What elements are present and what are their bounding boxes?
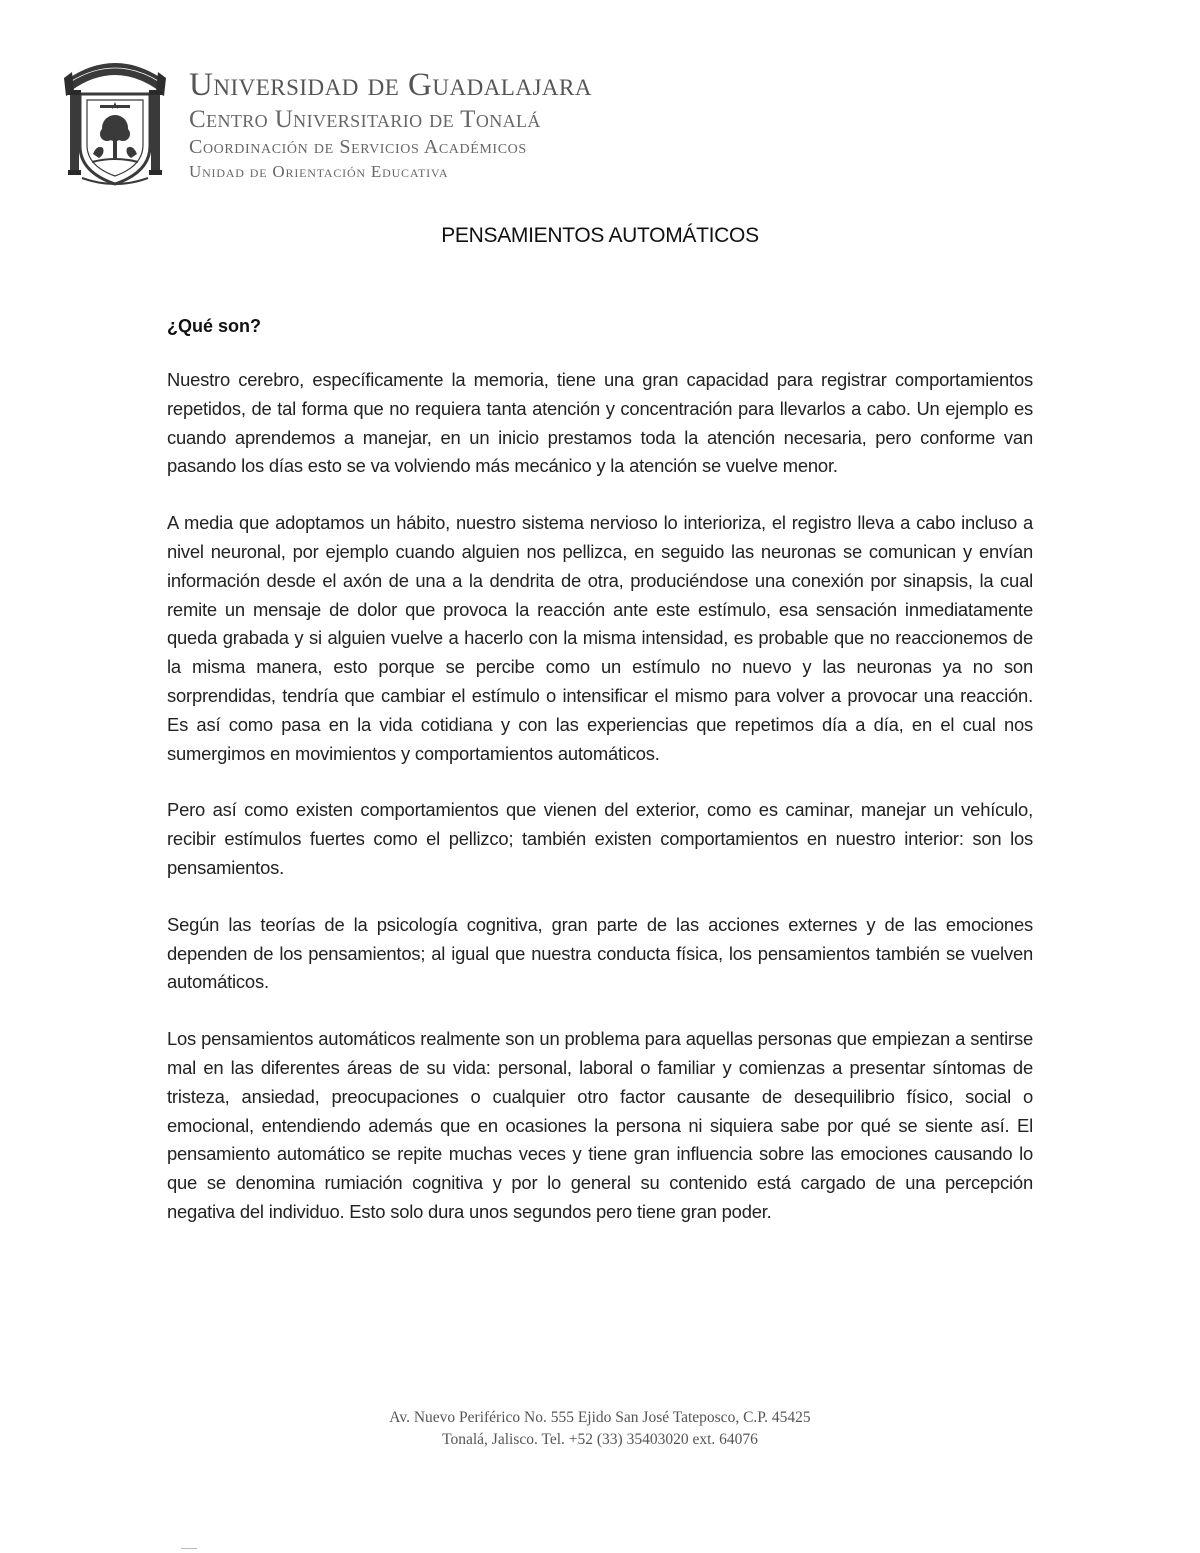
university-seal-icon: [62, 50, 168, 188]
document-title: PENSAMIENTOS AUTOMÁTICOS: [441, 224, 759, 247]
paragraph: Nuestro cerebro, específicamente la memoria, tiene una gran capacidad para registrar comportamientos repetidos, de tal forma que no requiera tanta atención y concentración para llevarlos a cabo. Un ejemplo es cuando aprendemos a manejar, en un inicio prestamos toda la atención necesaria, pero conforme van pasando los días esto se va volviendo más mecánico y la atención se vuelve menor.: [167, 369, 1033, 477]
section-heading: ¿Qué son?: [167, 316, 261, 336]
footer-contact-line: Tonalá, Jalisco. Tel. +52 (33) 35403020 ext. 64076: [442, 1431, 758, 1448]
letterhead-text: [189, 66, 592, 184]
paragraph: Según las teorías de la psicología cognitiva, gran parte de las acciones externes y de las emociones dependen de los pensamientos; al igual que nuestra conducta física, los pensamientos también se vuelven automáticos.: [167, 913, 1033, 993]
unit-name: Unidad de Orientación Educativa: [189, 162, 449, 181]
paragraph: Los pensamientos automáticos realmente son un problema para aquellas personas que empiezan a sentirse mal en las diferentes áreas de su vida: personal, laboral o familiar y comienzas a presentar síntomas de tristeza, ansiedad, preocupaciones o cualquier otro factor causante de desequilibrio físico, social o emocional, entendiendo además que en ocasiones la persona ni siquiera sabe por qué se siente así. El pensamiento automático se repite muchas veces y tiene gran influencia sobre las emociones causando lo que se denomina rumiación cognitiva y por lo general su contenido está cargado de una percepción negativa del individuo. Esto solo dura unos segundos pero tiene gran poder.: [167, 1028, 1033, 1222]
footer-address-line: Av. Nuevo Periférico No. 555 Ejido San José Tateposco, C.P. 45425: [389, 1409, 811, 1426]
letterhead: [62, 50, 762, 190]
paragraph: Pero así como existen comportamientos que vienen del exterior, como es caminar, manejar un vehículo, recibir estímulos fuertes como el pellizco; también existen comportamientos en nuestro interior: son los pensamientos.: [167, 799, 1033, 878]
coordination-name: Coordinación de Servicios Académicos: [189, 136, 527, 158]
university-name: Universidad de Guadalajara: [189, 67, 592, 103]
page-corner-mark: [181, 1548, 197, 1549]
footer-address: [0, 1407, 1200, 1451]
paragraph: A media que adoptamos un hábito, nuestro sistema nervioso lo interioriza, el registro lleva a cabo incluso a nivel neuronal, por ejemplo cuando alguien nos pellizca, en seguido las neuronas se comunican y envían información desde el axón de una a la dendrita de otra, produciéndose una conexión por sinapsis, la cual remite un mensaje de dolor que provoca la reacción ante este estímulo, esa sensación inmediatamente queda grabada y si alguien vuelve a hacerlo con la misma intensidad, es probable que no reaccionemos de la misma manera, esto porque se percibe como un estímulo no nuevo y las neuronas ya no son sorprendidas, tendría que cambiar el estímulo o intensificar el mismo para volver a provocar una reacción. Es así como pasa en la vida cotidiana y con las experiencias que repetimos día a día, en el cual nos sumergimos en movimientos y comportamientos automáticos.: [167, 512, 1033, 764]
document-body: [167, 312, 1033, 1255]
campus-name: Centro Universitario de Tonalá: [189, 106, 541, 133]
